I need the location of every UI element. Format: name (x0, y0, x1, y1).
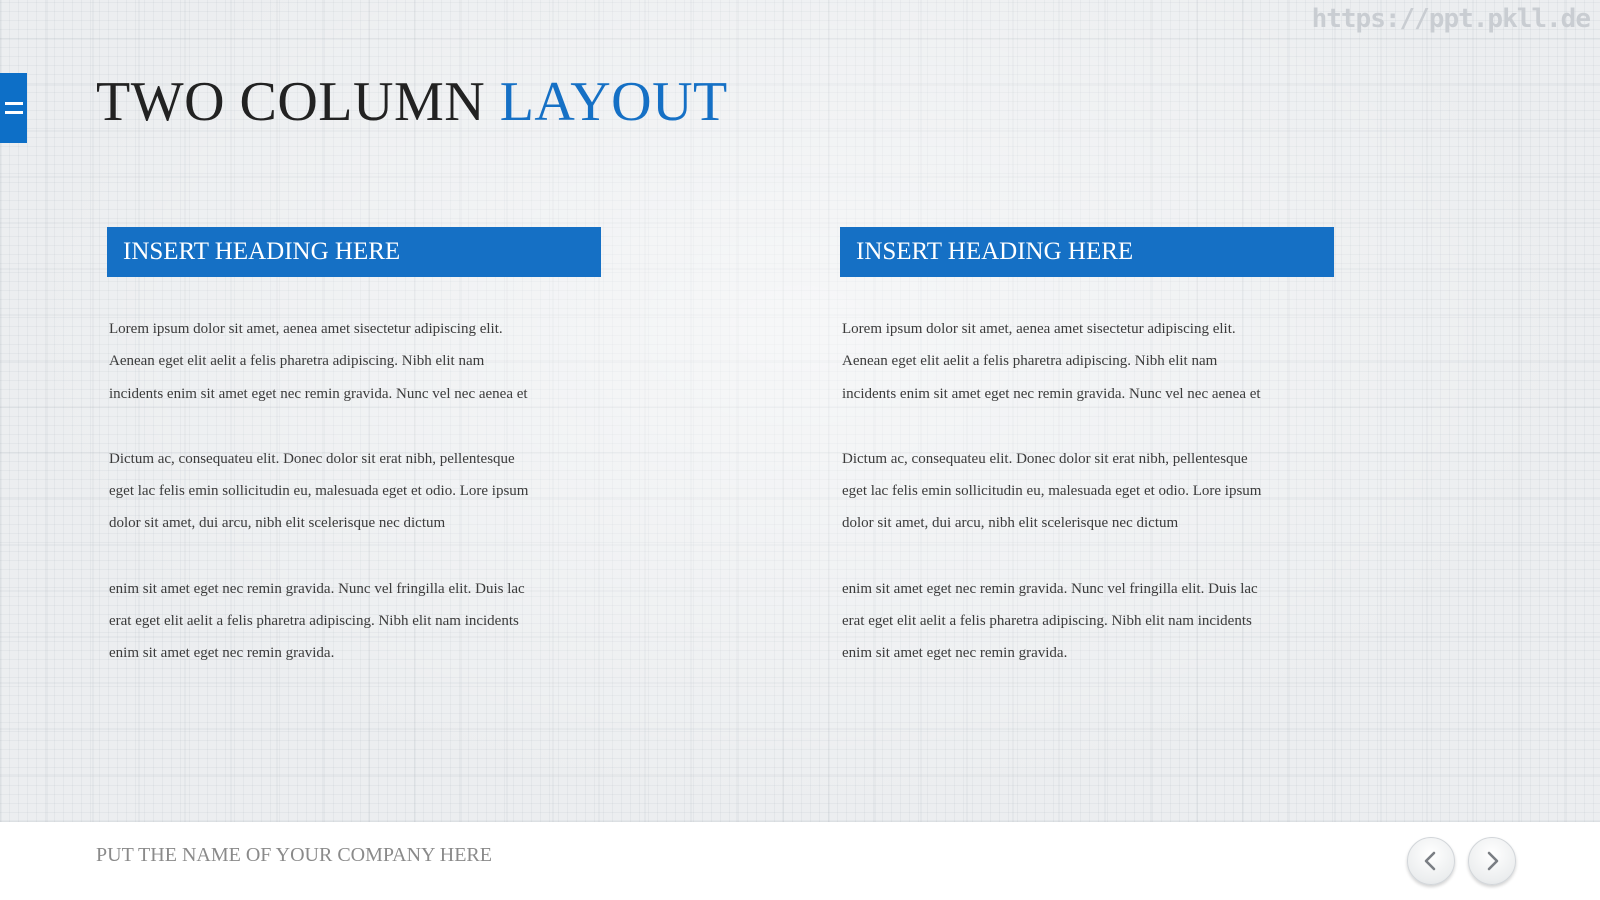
right-paragraph-3: enim sit amet eget nec remin gravida. Nunc vel fringilla elit. Duis lac erat eget elit aelit a felis pharetra adipiscing. Nibh elit nam incidents enim sit amet eget nec remin gravida. (842, 580, 1258, 662)
left-paragraph-1: Lorem ipsum dolor sit amet, aenea amet sisectetur adipiscing elit. Aenean eget elit aelit a felis pharetra adipiscing. Nibh elit nam incidents enim sit amet eget nec remin gravida. Nunc vel nec aenea et (109, 321, 528, 402)
left-paragraph-2: Dictum ac, consequateu elit. Donec dolor sit erat nibh, pellentesque eget lac felis emin sollicitudin eu, malesuada eget et odio. Lore ipsum dolor sit amet, dui arcu, nibh elit scelerisque nec dictum (109, 450, 529, 532)
page-title-main: TWO COLUMN (96, 71, 500, 133)
menu-icon (5, 102, 23, 114)
chevron-right-icon (1481, 850, 1503, 872)
next-slide-button[interactable] (1468, 837, 1516, 885)
company-name: PUT THE NAME OF YOUR COMPANY HERE (96, 844, 492, 866)
watermark-url: https://ppt.pkll.de (1311, 4, 1590, 34)
right-column-body (840, 313, 1262, 670)
left-column (107, 227, 601, 703)
right-column (840, 227, 1334, 703)
menu-button[interactable] (0, 73, 27, 143)
page-title-accent: LAYOUT (499, 71, 728, 133)
footer (0, 822, 1600, 900)
right-paragraph-2: Dictum ac, consequateu elit. Donec dolor sit erat nibh, pellentesque eget lac felis emin sollicitudin eu, malesuada eget et odio. Lore ipsum dolor sit amet, dui arcu, nibh elit scelerisque nec dictum (842, 450, 1262, 532)
right-column-heading: INSERT HEADING HERE (840, 227, 1334, 277)
previous-slide-button[interactable] (1407, 837, 1455, 885)
left-paragraph-3: enim sit amet eget nec remin gravida. Nunc vel fringilla elit. Duis lac erat eget elit aelit a felis pharetra adipiscing. Nibh elit nam incidents enim sit amet eget nec remin gravida. (109, 580, 525, 662)
page-title (96, 70, 728, 134)
left-column-heading: INSERT HEADING HERE (107, 227, 601, 277)
chevron-left-icon (1420, 850, 1442, 872)
left-column-body (107, 313, 529, 670)
right-paragraph-1: Lorem ipsum dolor sit amet, aenea amet sisectetur adipiscing elit. Aenean eget elit aelit a felis pharetra adipiscing. Nibh elit nam incidents enim sit amet eget nec remin gravida. Nunc vel nec aenea et (842, 321, 1261, 402)
